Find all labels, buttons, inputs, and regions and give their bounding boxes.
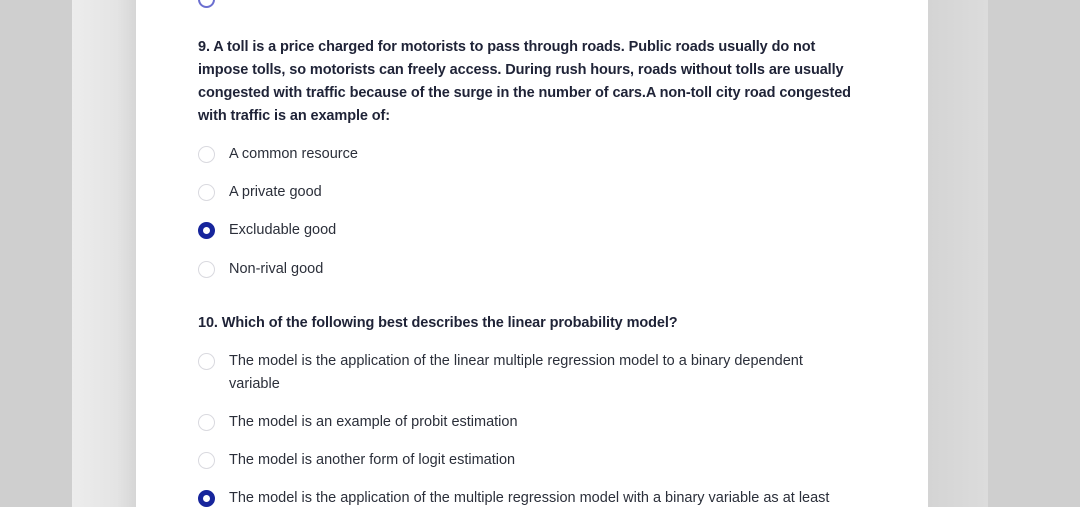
question-10-text: 10. Which of the following best describes the linear probability model? [198,315,678,331]
option-label: A common resource [229,146,358,162]
option-label: Excludable good [229,222,337,238]
previous-option-text-partial [226,0,596,1]
question-9-option-2[interactable] [198,181,868,204]
question-10-option-1[interactable] [198,350,868,396]
question-9-option-4[interactable] [198,258,868,281]
option-label: The model is the application of the multiple regression model with a binary variable as at least [229,490,830,506]
previous-option-radio-partial[interactable] [198,0,215,8]
question-10-option-3[interactable] [198,449,868,472]
radio-button-unselected[interactable] [198,146,215,163]
radio-button-unselected[interactable] [198,452,215,469]
question-9-text: 9. A toll is a price charged for motorists to pass through roads. Public roads usually do not impose tolls, so motorists can freely access. During rush hours, roads without tolls are usually congested with traffic because of the surge in the number of cars.A non-toll city road congested with traffic is an example of: [198,39,851,124]
question-10-option-4[interactable] [198,487,868,507]
option-label: A private good [229,184,322,200]
option-label: Non-rival good [229,261,324,277]
quiz-page [136,0,928,507]
radio-button-unselected[interactable] [198,353,215,370]
radio-button-selected[interactable] [198,490,215,507]
radio-button-selected[interactable] [198,222,215,239]
option-label: The model is another form of logit estimation [229,452,516,468]
radio-button-unselected[interactable] [198,184,215,201]
question-9-option-1[interactable] [198,143,868,166]
radio-button-unselected[interactable] [198,414,215,431]
option-label: The model is an example of probit estimation [229,414,518,430]
radio-button-unselected[interactable] [198,261,215,278]
right-page-margin [928,0,988,507]
question-10-option-2[interactable] [198,411,868,434]
left-page-margin [72,0,136,507]
option-label: The model is the application of the linear multiple regression model to a binary dependent variable [229,353,803,392]
question-9-option-3[interactable] [198,219,868,242]
